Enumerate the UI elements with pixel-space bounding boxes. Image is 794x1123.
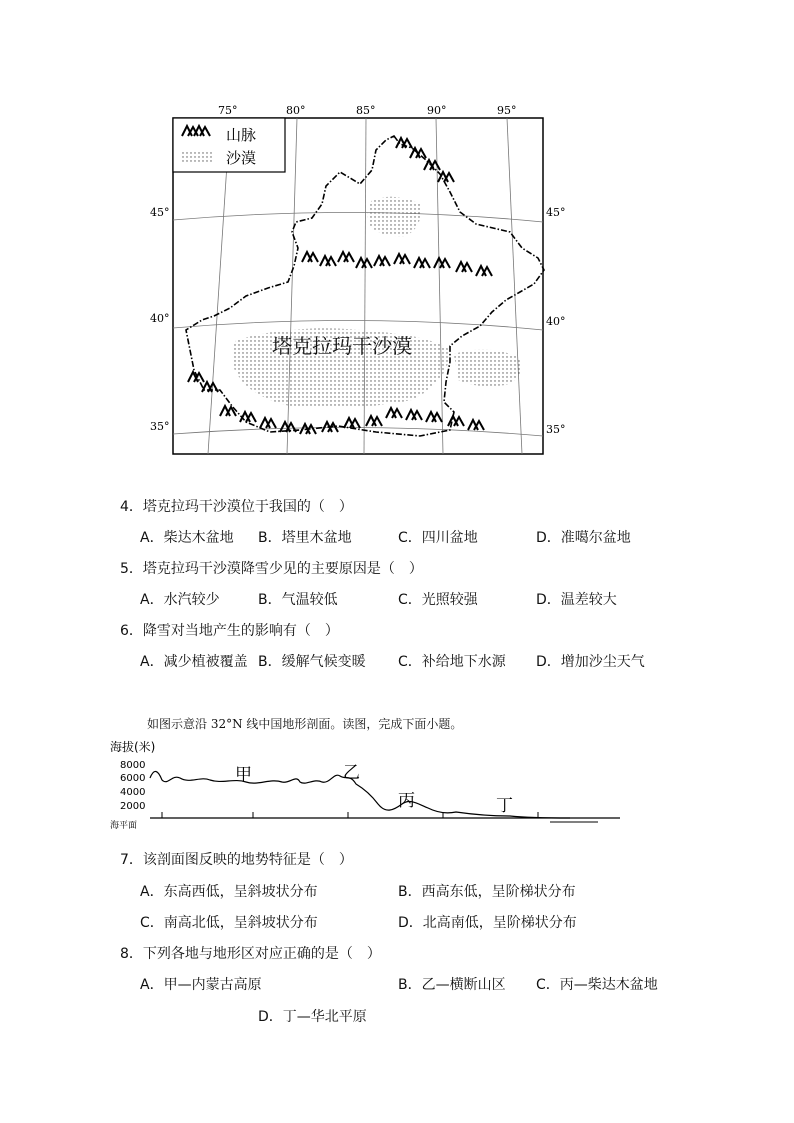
question-6-option-c[interactable]: C．补给地下水源 bbox=[398, 654, 506, 670]
question-5-option-b[interactable]: B．气温较低 bbox=[258, 592, 338, 608]
question-4-option-b[interactable]: B．塔里木盆地 bbox=[258, 530, 352, 546]
ytick-4000: 4000 bbox=[120, 787, 146, 798]
lat-label-left-35: 35° bbox=[150, 420, 170, 433]
profile-ylabel: 海拔(米) bbox=[110, 740, 156, 754]
region-bing: 丙 bbox=[398, 791, 415, 811]
region-jia: 甲 bbox=[235, 765, 252, 785]
question-5-option-a[interactable]: A．水汽较少 bbox=[140, 592, 220, 608]
lat-label-right-35: 35° bbox=[546, 423, 566, 436]
question-7-option-d[interactable]: D．北高南低，呈阶梯状分布 bbox=[398, 915, 577, 931]
question-6-option-d[interactable]: D．增加沙尘天气 bbox=[536, 654, 645, 670]
lon-label-80: 80° bbox=[286, 104, 306, 117]
lon-label-95: 95° bbox=[497, 104, 517, 117]
lat-label-right-40: 40° bbox=[546, 315, 566, 328]
lon-label-75: 75° bbox=[218, 104, 238, 117]
map-legend bbox=[173, 118, 285, 172]
question-7-stem: 7．该剖面图反映的地势特征是（ ） bbox=[120, 852, 353, 868]
lat-label-right-45: 45° bbox=[546, 206, 566, 219]
question-8-option-d[interactable]: D．丁—华北平原 bbox=[258, 1009, 367, 1025]
question-8-stem: 8．下列各地与地形区对应正确的是（ ） bbox=[120, 946, 381, 962]
question-6-option-b[interactable]: B．缓解气候变暖 bbox=[258, 654, 366, 670]
region-yi: 乙 bbox=[343, 763, 360, 783]
question-4-option-d[interactable]: D．准噶尔盆地 bbox=[536, 530, 631, 546]
lat-label-left-40: 40° bbox=[150, 312, 170, 325]
question-4-stem: 4．塔克拉玛干沙漠位于我国的（ ） bbox=[120, 499, 353, 515]
tianshan-mountains bbox=[302, 252, 492, 276]
region-ding: 丁 bbox=[496, 796, 513, 816]
terrain-profile bbox=[110, 738, 630, 833]
question-7-option-b[interactable]: B．西高东低，呈阶梯状分布 bbox=[398, 884, 576, 900]
lat-label-left-45: 45° bbox=[150, 206, 170, 219]
profile-intro: 如图示意沿 32°N 线中国地形剖面。读图，完成下面小题。 bbox=[147, 717, 463, 731]
ytick-8000: 8000 bbox=[120, 760, 146, 771]
question-8-option-b[interactable]: B．乙—横断山区 bbox=[398, 977, 506, 993]
taklamakan-label: 塔克拉玛干沙漠 bbox=[272, 334, 412, 358]
question-8-option-c[interactable]: C．丙—柴达木盆地 bbox=[536, 977, 658, 993]
ytick-2000: 2000 bbox=[120, 801, 146, 812]
question-5-option-d[interactable]: D．温差较大 bbox=[536, 592, 617, 608]
question-4-option-a[interactable]: A．柴达木盆地 bbox=[140, 530, 234, 546]
desert-legend-icon bbox=[180, 150, 214, 162]
sea-level-label: 海平面 bbox=[110, 821, 138, 831]
question-5-option-c[interactable]: C．光照较强 bbox=[398, 592, 478, 608]
legend-desert-label: 沙漠 bbox=[226, 149, 257, 167]
question-5-stem: 5．塔克拉玛干沙漠降雪少见的主要原因是（ ） bbox=[120, 561, 423, 577]
legend-mountain-label: 山脉 bbox=[226, 126, 257, 144]
lon-label-90: 90° bbox=[427, 104, 447, 117]
question-6-option-a[interactable]: A．减少植被覆盖 bbox=[140, 654, 248, 670]
question-8-option-a[interactable]: A．甲—内蒙古高原 bbox=[140, 977, 262, 993]
question-7-option-c[interactable]: C．南高北低，呈斜坡状分布 bbox=[140, 915, 318, 931]
dzungaria-desert bbox=[367, 197, 420, 236]
question-7-option-a[interactable]: A．东高西低，呈斜坡状分布 bbox=[140, 884, 318, 900]
lon-label-85: 85° bbox=[356, 104, 376, 117]
xinjiang-map bbox=[150, 100, 570, 460]
question-6-stem: 6．降雪对当地产生的影响有（ ） bbox=[120, 623, 339, 639]
question-4-option-c[interactable]: C．四川盆地 bbox=[398, 530, 478, 546]
ytick-6000: 6000 bbox=[120, 773, 146, 784]
kumtag-desert bbox=[454, 349, 522, 386]
